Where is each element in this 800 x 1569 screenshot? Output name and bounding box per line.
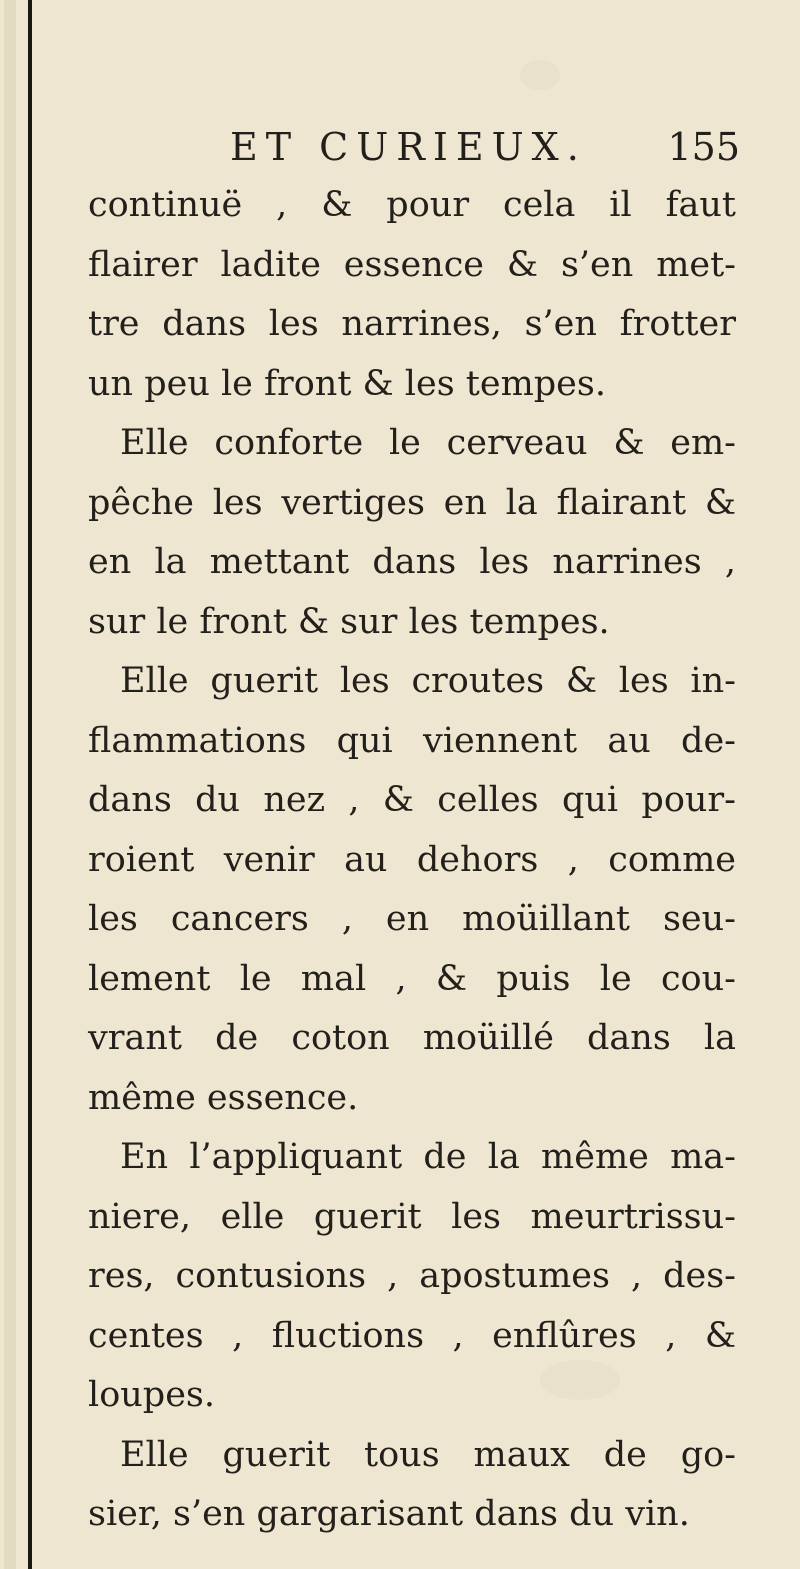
- text-line: continuë , & pour cela il faut: [88, 185, 736, 225]
- text-line: sur le front & sur les tempes.: [88, 601, 610, 642]
- text-line: centes , fluctions , enflûres , &: [88, 1315, 736, 1356]
- body-text: [88, 176, 736, 1545]
- text-line: dans du nez , & celles qui pour-: [88, 780, 736, 820]
- running-head: ET CURIEUX.: [230, 125, 587, 169]
- text-line: en la mettant dans les narrines ,: [88, 542, 736, 582]
- text-line: res, contusions , apostumes , des-: [88, 1256, 736, 1296]
- text-line: un peu le front & les tempes.: [88, 363, 606, 404]
- paper-stain: [520, 60, 560, 90]
- text-line: roient venir au dehors , comme: [88, 839, 736, 880]
- page-number: 155: [667, 125, 740, 169]
- paragraph-start-line: Elle conforte le cerveau & em-: [120, 423, 736, 463]
- gutter-shadow: [4, 0, 16, 1569]
- text-line: flairer ladite essence & s’en met-: [88, 244, 736, 285]
- text-line: même essence.: [88, 1077, 359, 1118]
- text-line: flammations qui viennent au de-: [88, 720, 736, 761]
- text-line: les cancers , en moüillant seu-: [88, 899, 736, 939]
- paragraph-start-line: Elle guerit tous maux de go-: [120, 1434, 736, 1475]
- text-line: sier, s’en gargarisant dans du vin.: [88, 1494, 690, 1534]
- text-line: tre dans les narrines, s’en frotter: [88, 304, 736, 344]
- text-line: vrant de coton moüillé dans la: [88, 1018, 736, 1058]
- text-line: pêche les vertiges en la flairant &: [88, 482, 736, 523]
- paragraph-start-line: Elle guerit les croutes & les in-: [120, 661, 736, 701]
- paragraph-start-line: En l’appliquant de la même ma-: [120, 1137, 736, 1177]
- text-line: loupes.: [88, 1375, 216, 1415]
- binding-gutter: [0, 0, 32, 1569]
- text-line: niere, elle guerit les meurtrissu-: [88, 1196, 736, 1237]
- text-line: lement le mal , & puis le cou-: [88, 958, 736, 999]
